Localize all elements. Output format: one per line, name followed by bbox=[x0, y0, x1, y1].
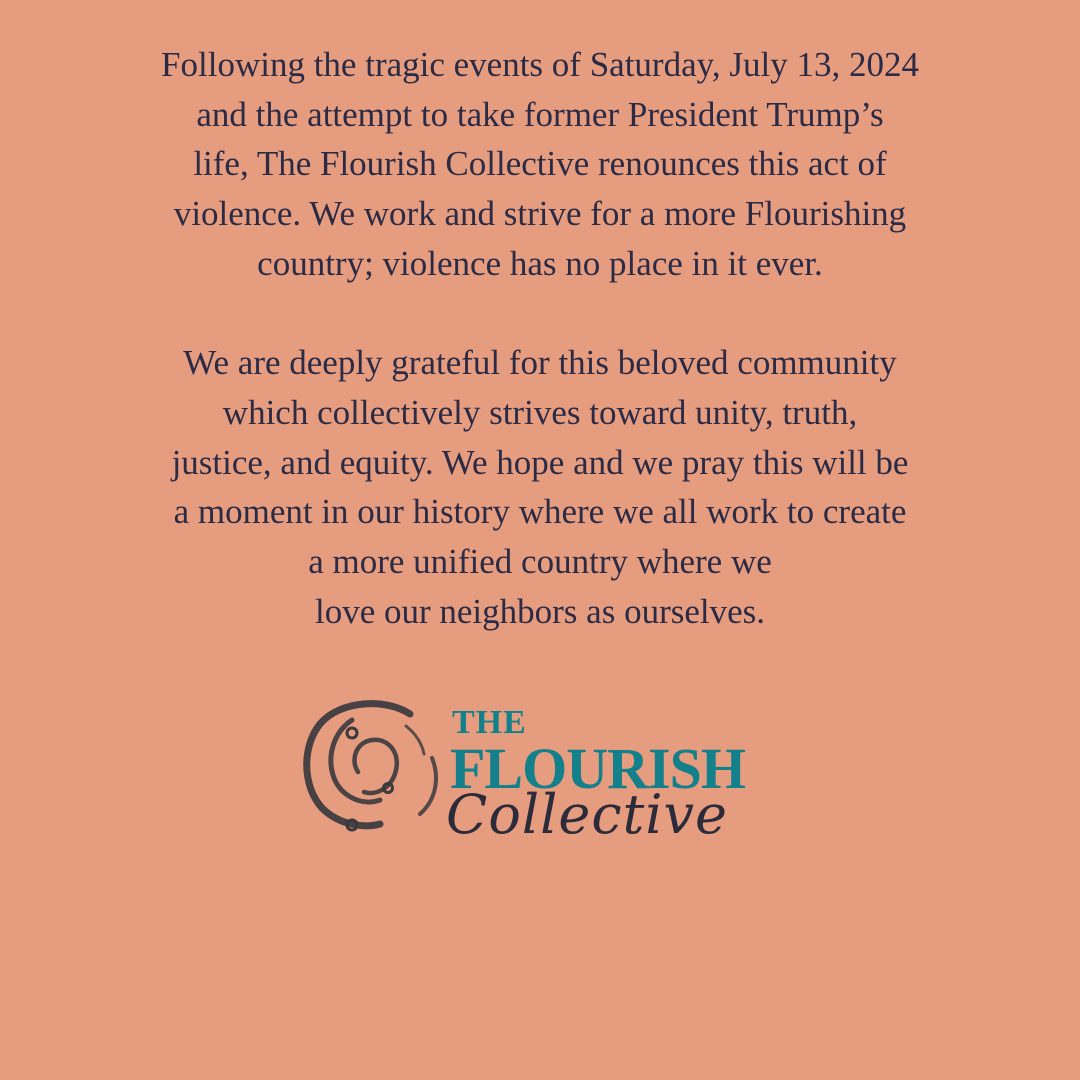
statement-line: a moment in our history where we all work to create bbox=[173, 492, 907, 532]
flourish-collective-logo bbox=[300, 700, 780, 880]
statement-line: life, The Flourish Collective renounces this act of bbox=[193, 144, 887, 184]
statement-text bbox=[0, 40, 1080, 636]
statement-line: violence. We work and strive for a more Flourishing bbox=[173, 194, 907, 234]
statement-line: love our neighbors as ourselves. bbox=[314, 591, 766, 631]
statement-line: a more unified country where we bbox=[308, 542, 772, 582]
statement-line: and the attempt to take former President Trump’s bbox=[196, 94, 884, 134]
statement-paragraph-2 bbox=[0, 338, 1080, 636]
spiral-icon bbox=[300, 700, 450, 840]
statement-line: which collectively strives toward unity, truth, bbox=[222, 392, 858, 432]
statement-line: Following the tragic events of Saturday, July 13, 2024 bbox=[161, 45, 919, 84]
statement-line: We are deeply grateful for this beloved community bbox=[183, 343, 897, 383]
logo-collective-text: Collective bbox=[446, 783, 729, 846]
statement-paragraph-1 bbox=[0, 40, 1080, 289]
logo-flourish-text: FLOURISH bbox=[450, 736, 745, 801]
statement-line: justice, and equity. We hope and we pray this will be bbox=[171, 442, 909, 482]
statement-line: country; violence has no place in it ever. bbox=[257, 243, 823, 283]
logo-the-text: THE bbox=[452, 704, 527, 741]
